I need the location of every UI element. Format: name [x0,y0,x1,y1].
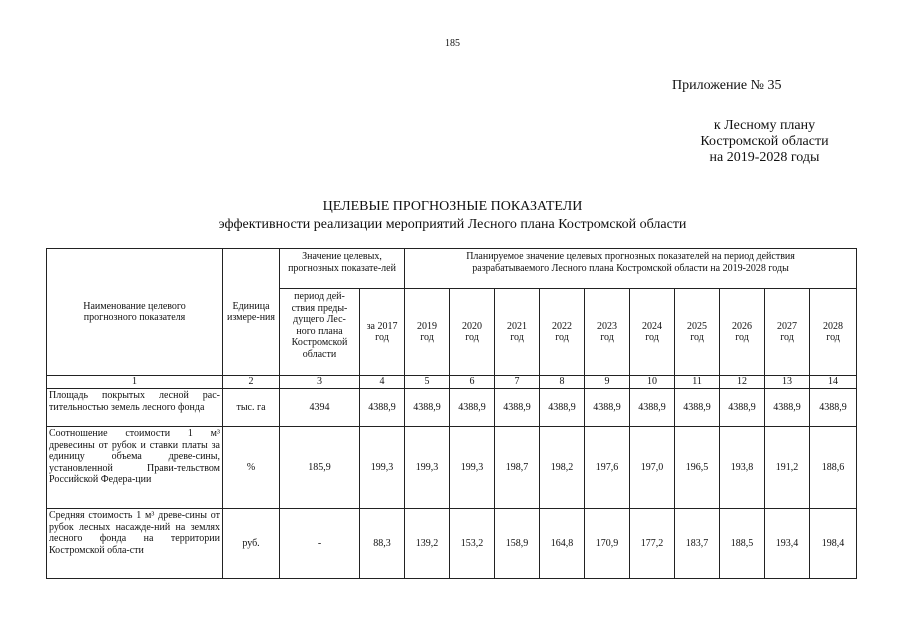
value-year: 153,2 [450,509,495,579]
column-number: 3 [280,376,360,389]
column-number: 6 [450,376,495,389]
page-number: 185 [445,38,460,49]
header-year-2017: за 2017 год [360,289,405,376]
header-year: 2023 год [585,289,630,376]
value-2017: 199,3 [360,427,405,509]
header-year: 2021 год [495,289,540,376]
column-number: 1 [47,376,223,389]
addressee-line: на 2019-2028 годы [709,150,820,165]
table-row [47,509,857,579]
value-year: 197,0 [630,427,675,509]
header-year: 2025 год [675,289,720,376]
value-year: 4388,9 [810,389,857,427]
header-name: Наименование целевого прогнозного показателя [47,249,223,376]
addressee-block [657,118,872,166]
table-row [47,427,857,509]
document-title [0,198,905,234]
value-year: 4388,9 [405,389,450,427]
header-year: 2024 год [630,289,675,376]
column-number: 14 [810,376,857,389]
header-year: 2028 год [810,289,857,376]
value-previous-period: - [280,509,360,579]
value-year: 4388,9 [450,389,495,427]
column-number-row [47,376,857,389]
value-year: 188,6 [810,427,857,509]
addressee-line: Костромской области [700,134,829,149]
value-year: 4388,9 [630,389,675,427]
value-year: 139,2 [405,509,450,579]
subtitle-line: эффективности реализации мероприятий Лесного плана Костромской области [218,217,687,232]
value-year: 4388,9 [495,389,540,427]
value-2017: 4388,9 [360,389,405,427]
value-year: 199,3 [405,427,450,509]
value-year: 170,9 [585,509,630,579]
value-year: 183,7 [675,509,720,579]
addressee-line: к Лесному плану [713,118,816,133]
column-number: 13 [765,376,810,389]
value-year: 4388,9 [540,389,585,427]
header-year: 2027 год [765,289,810,376]
value-year: 193,8 [720,427,765,509]
value-year: 4388,9 [675,389,720,427]
column-number: 4 [360,376,405,389]
column-number: 7 [495,376,540,389]
column-number: 5 [405,376,450,389]
value-year: 4388,9 [585,389,630,427]
column-number: 12 [720,376,765,389]
indicators-table [46,248,857,579]
value-year: 198,4 [810,509,857,579]
header-planned-values: Планируемое значение целевых прогнозных показателей на период действия разрабатываемого Лесного плана Костромской области на 2019-2028 годы [405,249,857,289]
value-year: 4388,9 [765,389,810,427]
value-year: 188,5 [720,509,765,579]
value-year: 4388,9 [720,389,765,427]
column-number: 11 [675,376,720,389]
indicator-unit: тыс. га [223,389,280,427]
column-number: 10 [630,376,675,389]
value-2017: 88,3 [360,509,405,579]
value-year: 199,3 [450,427,495,509]
indicator-name: Средняя стоимость 1 м³ древе-сины от рубок лесных насажде-ний на землях лесного фонда на территории Костромской обла-сти [47,509,223,579]
header-year: 2026 год [720,289,765,376]
header-year: 2020 год [450,289,495,376]
appendix-label: Приложение № 35 [672,78,782,93]
indicator-name: Площадь покрытых лесной рас-тительностью земель лесного фонда [47,389,223,427]
header-year: 2019 год [405,289,450,376]
value-year: 193,4 [765,509,810,579]
value-year: 198,7 [495,427,540,509]
value-year: 177,2 [630,509,675,579]
header-target-values: Значение целевых, прогнозных показате-лей [280,249,405,289]
value-year: 164,8 [540,509,585,579]
header-unit: Единица измере-ния [223,249,280,376]
header-year: 2022 год [540,289,585,376]
value-year: 191,2 [765,427,810,509]
value-year: 196,5 [675,427,720,509]
value-year: 158,9 [495,509,540,579]
value-year: 198,2 [540,427,585,509]
indicator-unit: руб. [223,509,280,579]
indicator-unit: % [223,427,280,509]
table-row [47,389,857,427]
column-number: 2 [223,376,280,389]
value-year: 197,6 [585,427,630,509]
value-previous-period: 4394 [280,389,360,427]
indicator-name: Соотношение стоимости 1 м³ древесины от рубок и ставки платы за единицу объема древе-сины, установленной Прави-тельством Российской Федера-ции [47,427,223,509]
column-number: 9 [585,376,630,389]
header-previous-period: период дей-ствия преды-дущего Лес-ного плана Костромской области [280,289,360,376]
header-row [47,249,857,289]
value-previous-period: 185,9 [280,427,360,509]
title-line: ЦЕЛЕВЫЕ ПРОГНОЗНЫЕ ПОКАЗАТЕЛИ [322,199,583,214]
column-number: 8 [540,376,585,389]
